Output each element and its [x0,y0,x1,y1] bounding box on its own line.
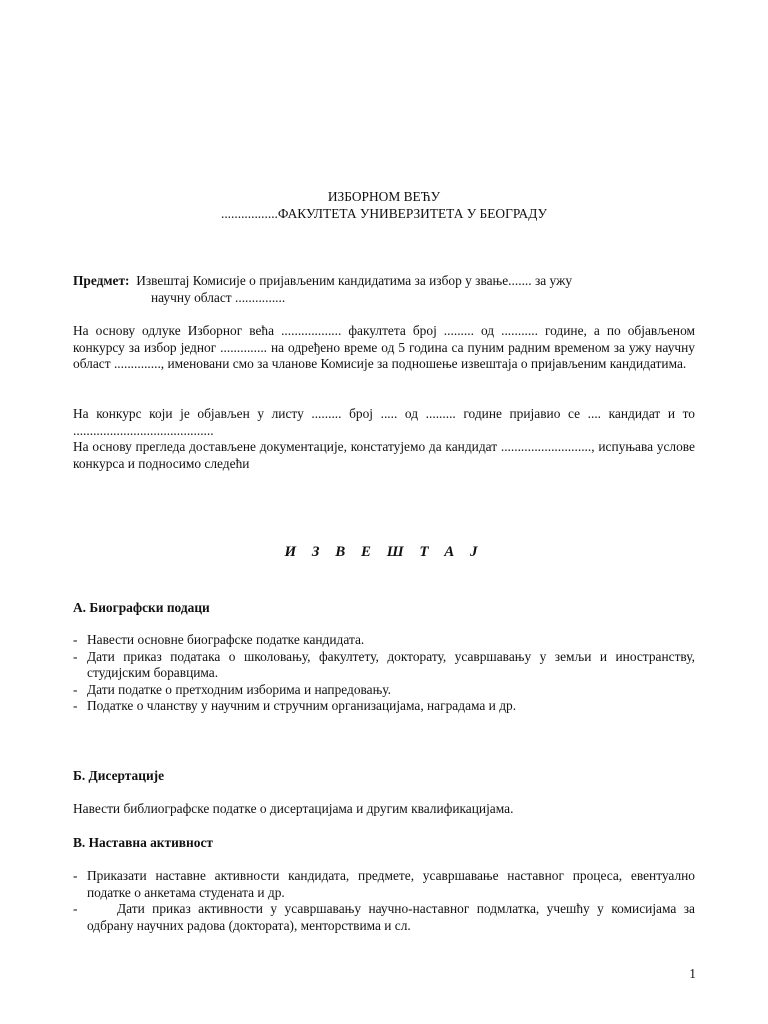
subject-text-2: научну област ............... [151,289,286,305]
paragraph-competition-b: На основу прегледа достављене документације, констатујемо да кандидат ..........................., испуњава услове конкурса и подносимо следећи [73,439,695,471]
list-item: - Приказати наставне активности кандидата, предмете, усавршавање наставног процеса, евентуално податке о анкетама студената и др. [73,868,695,901]
addressee-line-1: ИЗБОРНОМ ВЕЋУ [327,189,441,204]
paragraph-competition-a: На конкурс који је објављен у листу ......... број ..... од ......... године пријавио се .... кандидат и то .......................................... [73,406,695,438]
list-item-text: Дати приказ активности у усавршавању научно-наставног подмлатка, учешћу у комисијама за одбрану научних радова (доктората), менторствима и сл. [87,901,695,933]
section-b-text: Навести библиографске податке о дисертацијама и другим квалификацијама. [73,801,514,816]
section-v-list [73,868,695,934]
paragraph-decision: На основу одлуке Изборног већа .................. факултета број ......... од ........... године, а по објављеном конкурсу за избор једног .............. на одређено време од 5 година са пуним радним временом за ужу научну област .............., именовани смо за чланове Комисије за подношење извештаја о пријављеним кандидатима. [73,323,695,371]
section-a-list [73,632,695,715]
section-a-title: А. Биографски подаци [73,600,210,615]
list-item [73,901,695,934]
section-b-title: Б. Дисертације [73,768,165,783]
subject-block [73,273,695,306]
page-number: 1 [689,966,696,981]
subject-text-1: Извештај Комисије о пријављеним кандидатима за избор у звање....... за ужу [136,273,573,288]
section-v-title: В. Наставна активност [73,835,213,850]
list-item: - Дати приказ података о школовању, факултету, докторату, усавршавању у земљи и иностранству, студијским боравцима. [73,649,695,682]
report-title: И З В Е Ш Т А Ј [284,544,484,560]
list-item: - Навести основне биографске податке кандидата. [73,632,695,649]
paragraph-competition [73,406,695,472]
list-item: - Дати податке о претходним изборима и напредовању. [73,682,695,699]
addressee-line-2: .................ФАКУЛТЕТА УНИВЕРЗИТЕТА У БЕОГРАДУ [220,205,548,221]
subject-label: Предмет: [73,273,130,288]
addressee-heading [73,189,695,222]
list-item: - Податке о чланству у научним и стручним организацијама, наградама и др. [73,698,695,715]
